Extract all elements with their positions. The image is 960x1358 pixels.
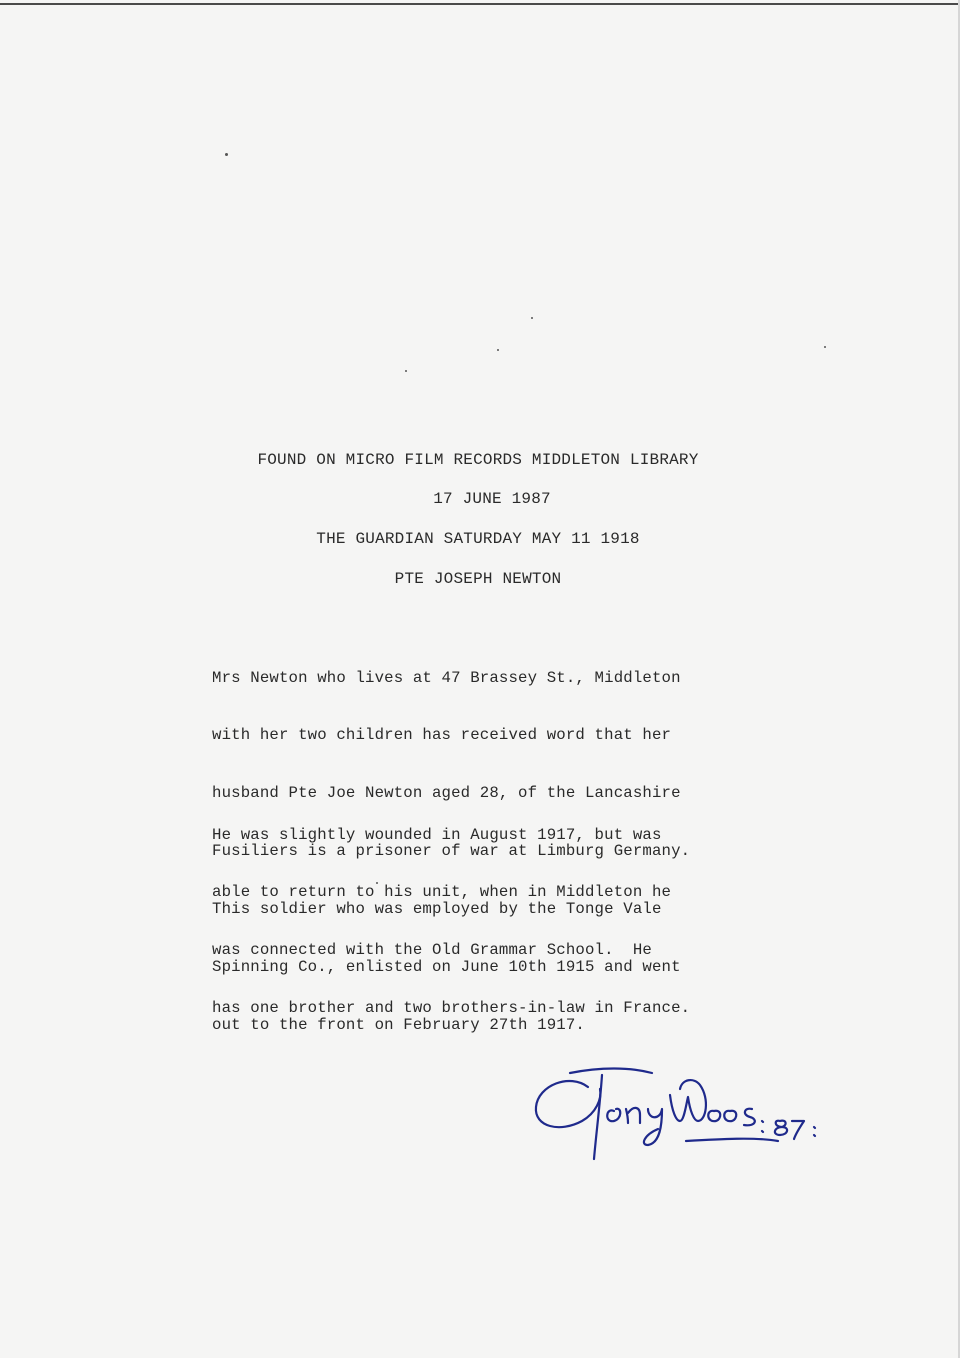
paragraph-line: Spinning Co., enlisted on June 10th 1915 and went [212, 958, 681, 977]
paragraph-line: This soldier who was employed by the Tonge Vale [212, 900, 662, 919]
header-date-line: 17 JUNE 1987 [433, 490, 551, 508]
paragraph-line: able to return to his unit, when in Middleton he [212, 883, 672, 902]
scan-speck [497, 349, 499, 351]
scan-speck [405, 370, 407, 372]
header-newspaper-line: THE GUARDIAN SATURDAY MAY 11 1918 [316, 530, 640, 548]
top-edge-line [0, 3, 960, 5]
paragraph-line: with her two children has received word that her [212, 726, 672, 745]
paragraph-line: was connected with the Old Grammar School. He [212, 941, 652, 960]
paragraph-line: has one brother and two brothers-in-law in France. [212, 999, 691, 1018]
scan-speck [824, 346, 826, 348]
header-source-line: FOUND ON MICRO FILM RECORDS MIDDLETON LIBRARY [257, 451, 699, 469]
handwritten-signature [530, 1055, 830, 1165]
paragraph-line: Mrs Newton who lives at 47 Brassey St., Middleton [212, 668, 681, 687]
paragraph-line: husband Pte Joe Newton aged 28, of the Lancashire [212, 784, 681, 803]
paragraph-2 [212, 787, 690, 1057]
paragraph-line: He was slightly wounded in August 1917, but was [212, 825, 662, 844]
scan-speck [531, 317, 533, 319]
header-subject-line: PTE JOSEPH NEWTON [394, 570, 562, 588]
paragraph-line: Fusiliers is a prisoner of war at Limburg Germany. [212, 842, 691, 861]
scan-speck [225, 153, 228, 156]
paragraph-line: out to the front on February 27th 1917. [212, 1015, 585, 1034]
